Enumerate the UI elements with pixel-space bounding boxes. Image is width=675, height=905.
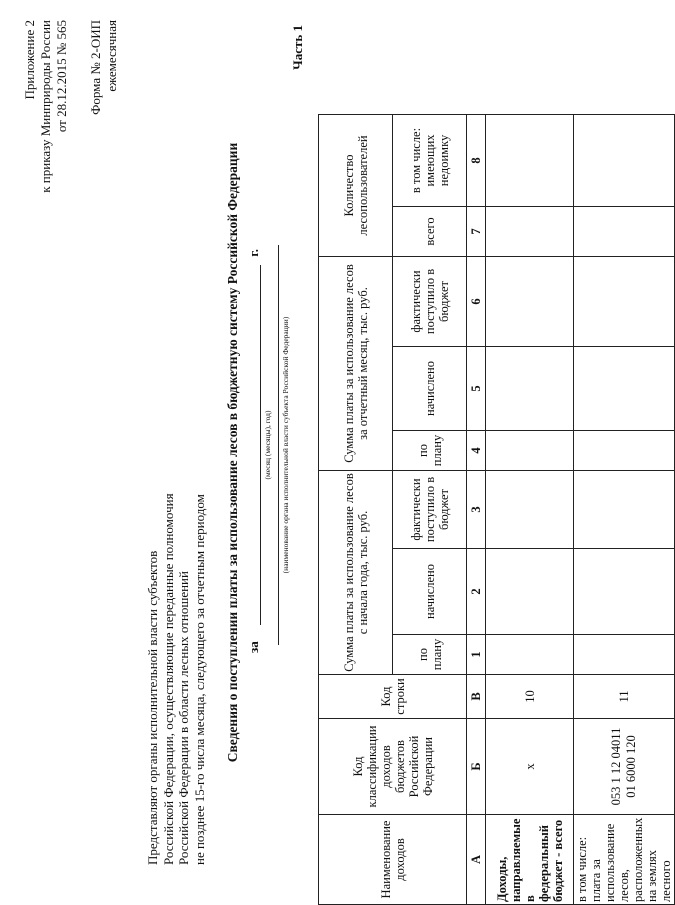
- header-sum-year: Сумма платы за использование лесов с начала года, тыс. руб.: [319, 471, 393, 675]
- empty-cell: [486, 431, 574, 471]
- row-code: 10: [486, 675, 574, 719]
- empty-cell: [574, 257, 675, 347]
- index-cell: 6: [467, 257, 486, 347]
- table-row: [574, 115, 675, 905]
- empty-cell: [486, 549, 574, 635]
- empty-cell: [574, 347, 675, 431]
- header-users-total: всего: [393, 207, 467, 257]
- submitter-line-3: Российской Федерации в области лесных отношений: [176, 571, 191, 865]
- empty-cell: [486, 471, 574, 549]
- part-label: Часть 1: [290, 25, 305, 70]
- submitter-line-1: Представляют органы исполнительной власти субъектов: [145, 550, 160, 865]
- index-row: [467, 115, 486, 905]
- index-cell: 5: [467, 347, 486, 431]
- table-row: [486, 115, 574, 905]
- form-number: Форма № 2-ОИП: [88, 20, 103, 115]
- header-year-paid: фактически поступило в бюджет: [393, 471, 467, 549]
- empty-cell: [574, 549, 675, 635]
- submitter-line-4: не позднее 15-го числа месяца, следующего за отчетным периодом: [191, 494, 207, 865]
- index-cell: 4: [467, 431, 486, 471]
- empty-cell: [574, 635, 675, 675]
- form-periodicity: ежемесячная: [104, 20, 119, 92]
- index-cell: В: [467, 675, 486, 719]
- row-name: в том числе: плата за использование лесов, расположенных на землях лесного: [574, 815, 675, 905]
- row-classification-code: 053 1 12 04011 01 6000 120: [574, 719, 675, 815]
- row-name: Доходы, направляемые в федеральный бюджет - всего: [486, 815, 574, 905]
- header-year-plan: по плану: [393, 635, 467, 675]
- appendix-line-2: к приказу Минприроды России: [38, 20, 53, 193]
- empty-cell: [486, 115, 574, 207]
- empty-cell: [574, 115, 675, 207]
- empty-cell: [574, 207, 675, 257]
- empty-cell: [574, 431, 675, 471]
- row-classification-code: х: [486, 719, 574, 815]
- empty-cell: [486, 207, 574, 257]
- period-prefix: за: [246, 641, 261, 653]
- period-caption: (месяц (месяцы), год): [263, 410, 272, 480]
- header-month-plan: по плану: [393, 431, 467, 471]
- index-cell: 7: [467, 207, 486, 257]
- index-cell: 3: [467, 471, 486, 549]
- period-line: [244, 225, 272, 665]
- appendix-header: [22, 20, 70, 193]
- submitter-block: [145, 493, 207, 865]
- empty-cell: [486, 257, 574, 347]
- revenue-table: [318, 114, 675, 905]
- form-header: [88, 20, 120, 115]
- period-suffix: г.: [246, 249, 261, 257]
- empty-cell: [486, 347, 574, 431]
- header-month-accrued: начислено: [393, 347, 467, 431]
- org-underline: [278, 245, 279, 645]
- document-title: Сведения о поступлении платы за использование лесов в бюджетную систему Российской Федерации: [225, 142, 240, 763]
- index-cell: 8: [467, 115, 486, 207]
- header-name: Наименование доходов: [319, 815, 467, 905]
- submitter-line-2: Российской Федерации, осуществляющие переданные полномочия: [160, 493, 176, 865]
- index-cell: Б: [467, 719, 486, 815]
- header-row-code: Код строки: [319, 675, 467, 719]
- header-users: Количество лесопользователей: [319, 115, 393, 257]
- appendix-line-3: от 28.12.2015 № 565: [54, 20, 69, 133]
- index-cell: А: [467, 815, 486, 905]
- empty-cell: [574, 471, 675, 549]
- header-users-in-debt: в том числе: имеющих недоимку: [393, 115, 467, 207]
- org-caption: (наименование органа исполнительной власти субъекта Российской Федерации): [281, 316, 290, 574]
- header-month-paid: фактически поступило в бюджет: [393, 257, 467, 347]
- header-sum-month: Сумма платы за использование лесов за отчетный месяц, тыс. руб.: [319, 257, 393, 471]
- row-code: 11: [574, 675, 675, 719]
- header-year-accrued: начислено: [393, 549, 467, 635]
- appendix-line-1: Приложение 2: [22, 20, 37, 100]
- header-code-classification: Код классификации доходов бюджетов Российской Федерации: [319, 719, 467, 815]
- index-cell: 1: [467, 635, 486, 675]
- period-underline: [260, 265, 261, 625]
- index-cell: 2: [467, 549, 486, 635]
- empty-cell: [486, 635, 574, 675]
